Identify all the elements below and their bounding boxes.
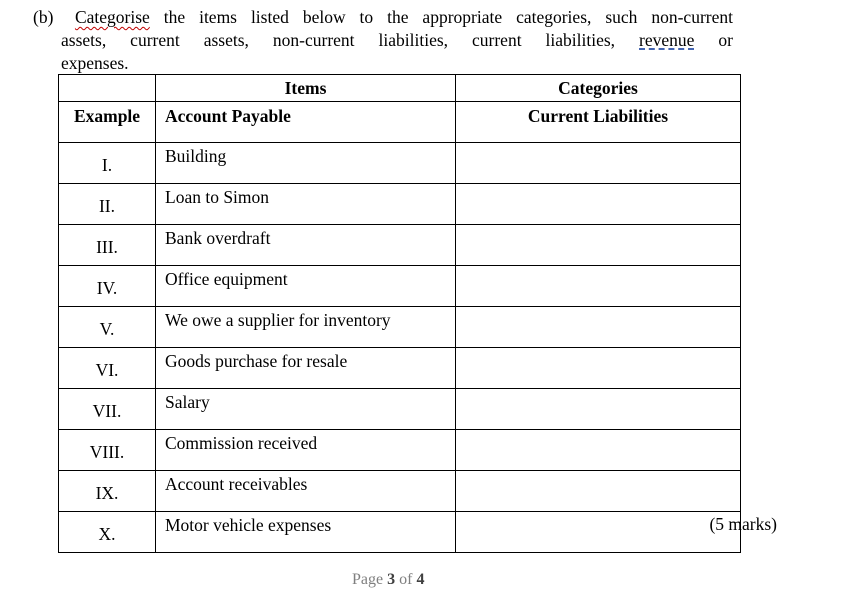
question-label: (b) (33, 7, 54, 27)
question-line-2-end: or (718, 30, 733, 50)
example-row (59, 102, 741, 143)
grammar-word-revenue: revenue (639, 30, 695, 50)
table-row (59, 389, 741, 430)
table-row (59, 430, 741, 471)
row-category-answer[interactable] (456, 389, 741, 430)
row-number: I. (59, 143, 156, 184)
row-item: Salary (156, 389, 456, 430)
categorisation-table (58, 74, 741, 553)
row-item: Motor vehicle expenses (156, 512, 456, 553)
table-header-row (59, 75, 741, 102)
row-number: VIII. (59, 430, 156, 471)
table-row (59, 184, 741, 225)
row-item: We owe a supplier for inventory (156, 307, 456, 348)
example-label: Example (59, 102, 156, 143)
question-line-2 (33, 29, 733, 52)
header-items: Items (156, 75, 456, 102)
footer-page-word: Page (352, 571, 384, 588)
question-text (33, 6, 733, 75)
question-line-2-text: assets, current assets, non-current liabilities, current liabilities, (61, 30, 616, 50)
row-number: III. (59, 225, 156, 266)
row-item: Goods purchase for resale (156, 348, 456, 389)
footer-total-pages: 4 (416, 571, 425, 588)
row-item: Loan to Simon (156, 184, 456, 225)
question-line-1-text: the items listed below to the appropriate categories, such non-current (163, 7, 733, 27)
table-row (59, 266, 741, 307)
header-blank-cell (59, 75, 156, 102)
row-number: II. (59, 184, 156, 225)
table-row (59, 512, 741, 553)
question-line-3: expenses. (61, 53, 129, 73)
table-row (59, 471, 741, 512)
marks-label: (5 marks) (709, 514, 777, 534)
spellcheck-word-categorise: Categorise (74, 7, 150, 27)
table-row (59, 307, 741, 348)
footer-current-page: 3 (387, 571, 396, 588)
row-category-answer[interactable] (456, 307, 741, 348)
row-number: VI. (59, 348, 156, 389)
footer-of-word: of (399, 571, 413, 588)
row-category-answer[interactable] (456, 348, 741, 389)
header-categories: Categories (456, 75, 741, 102)
row-item: Commission received (156, 430, 456, 471)
row-category-answer[interactable] (456, 471, 741, 512)
row-number: VII. (59, 389, 156, 430)
row-number: IV. (59, 266, 156, 307)
table-row (59, 143, 741, 184)
row-category-answer[interactable] (456, 430, 741, 471)
table-row (59, 225, 741, 266)
row-category-answer[interactable] (456, 143, 741, 184)
row-number: IX. (59, 471, 156, 512)
row-category-answer[interactable] (456, 225, 741, 266)
row-number: V. (59, 307, 156, 348)
row-category-answer[interactable] (456, 184, 741, 225)
example-category: Current Liabilities (456, 102, 741, 143)
row-item: Account receivables (156, 471, 456, 512)
row-number: X. (59, 512, 156, 553)
page-footer (352, 571, 424, 589)
row-item: Building (156, 143, 456, 184)
table-row (59, 348, 741, 389)
example-item: Account Payable (156, 102, 456, 143)
question-line-1 (33, 6, 733, 29)
row-category-answer[interactable] (456, 512, 741, 553)
row-category-answer[interactable] (456, 266, 741, 307)
row-item: Bank overdraft (156, 225, 456, 266)
row-item: Office equipment (156, 266, 456, 307)
